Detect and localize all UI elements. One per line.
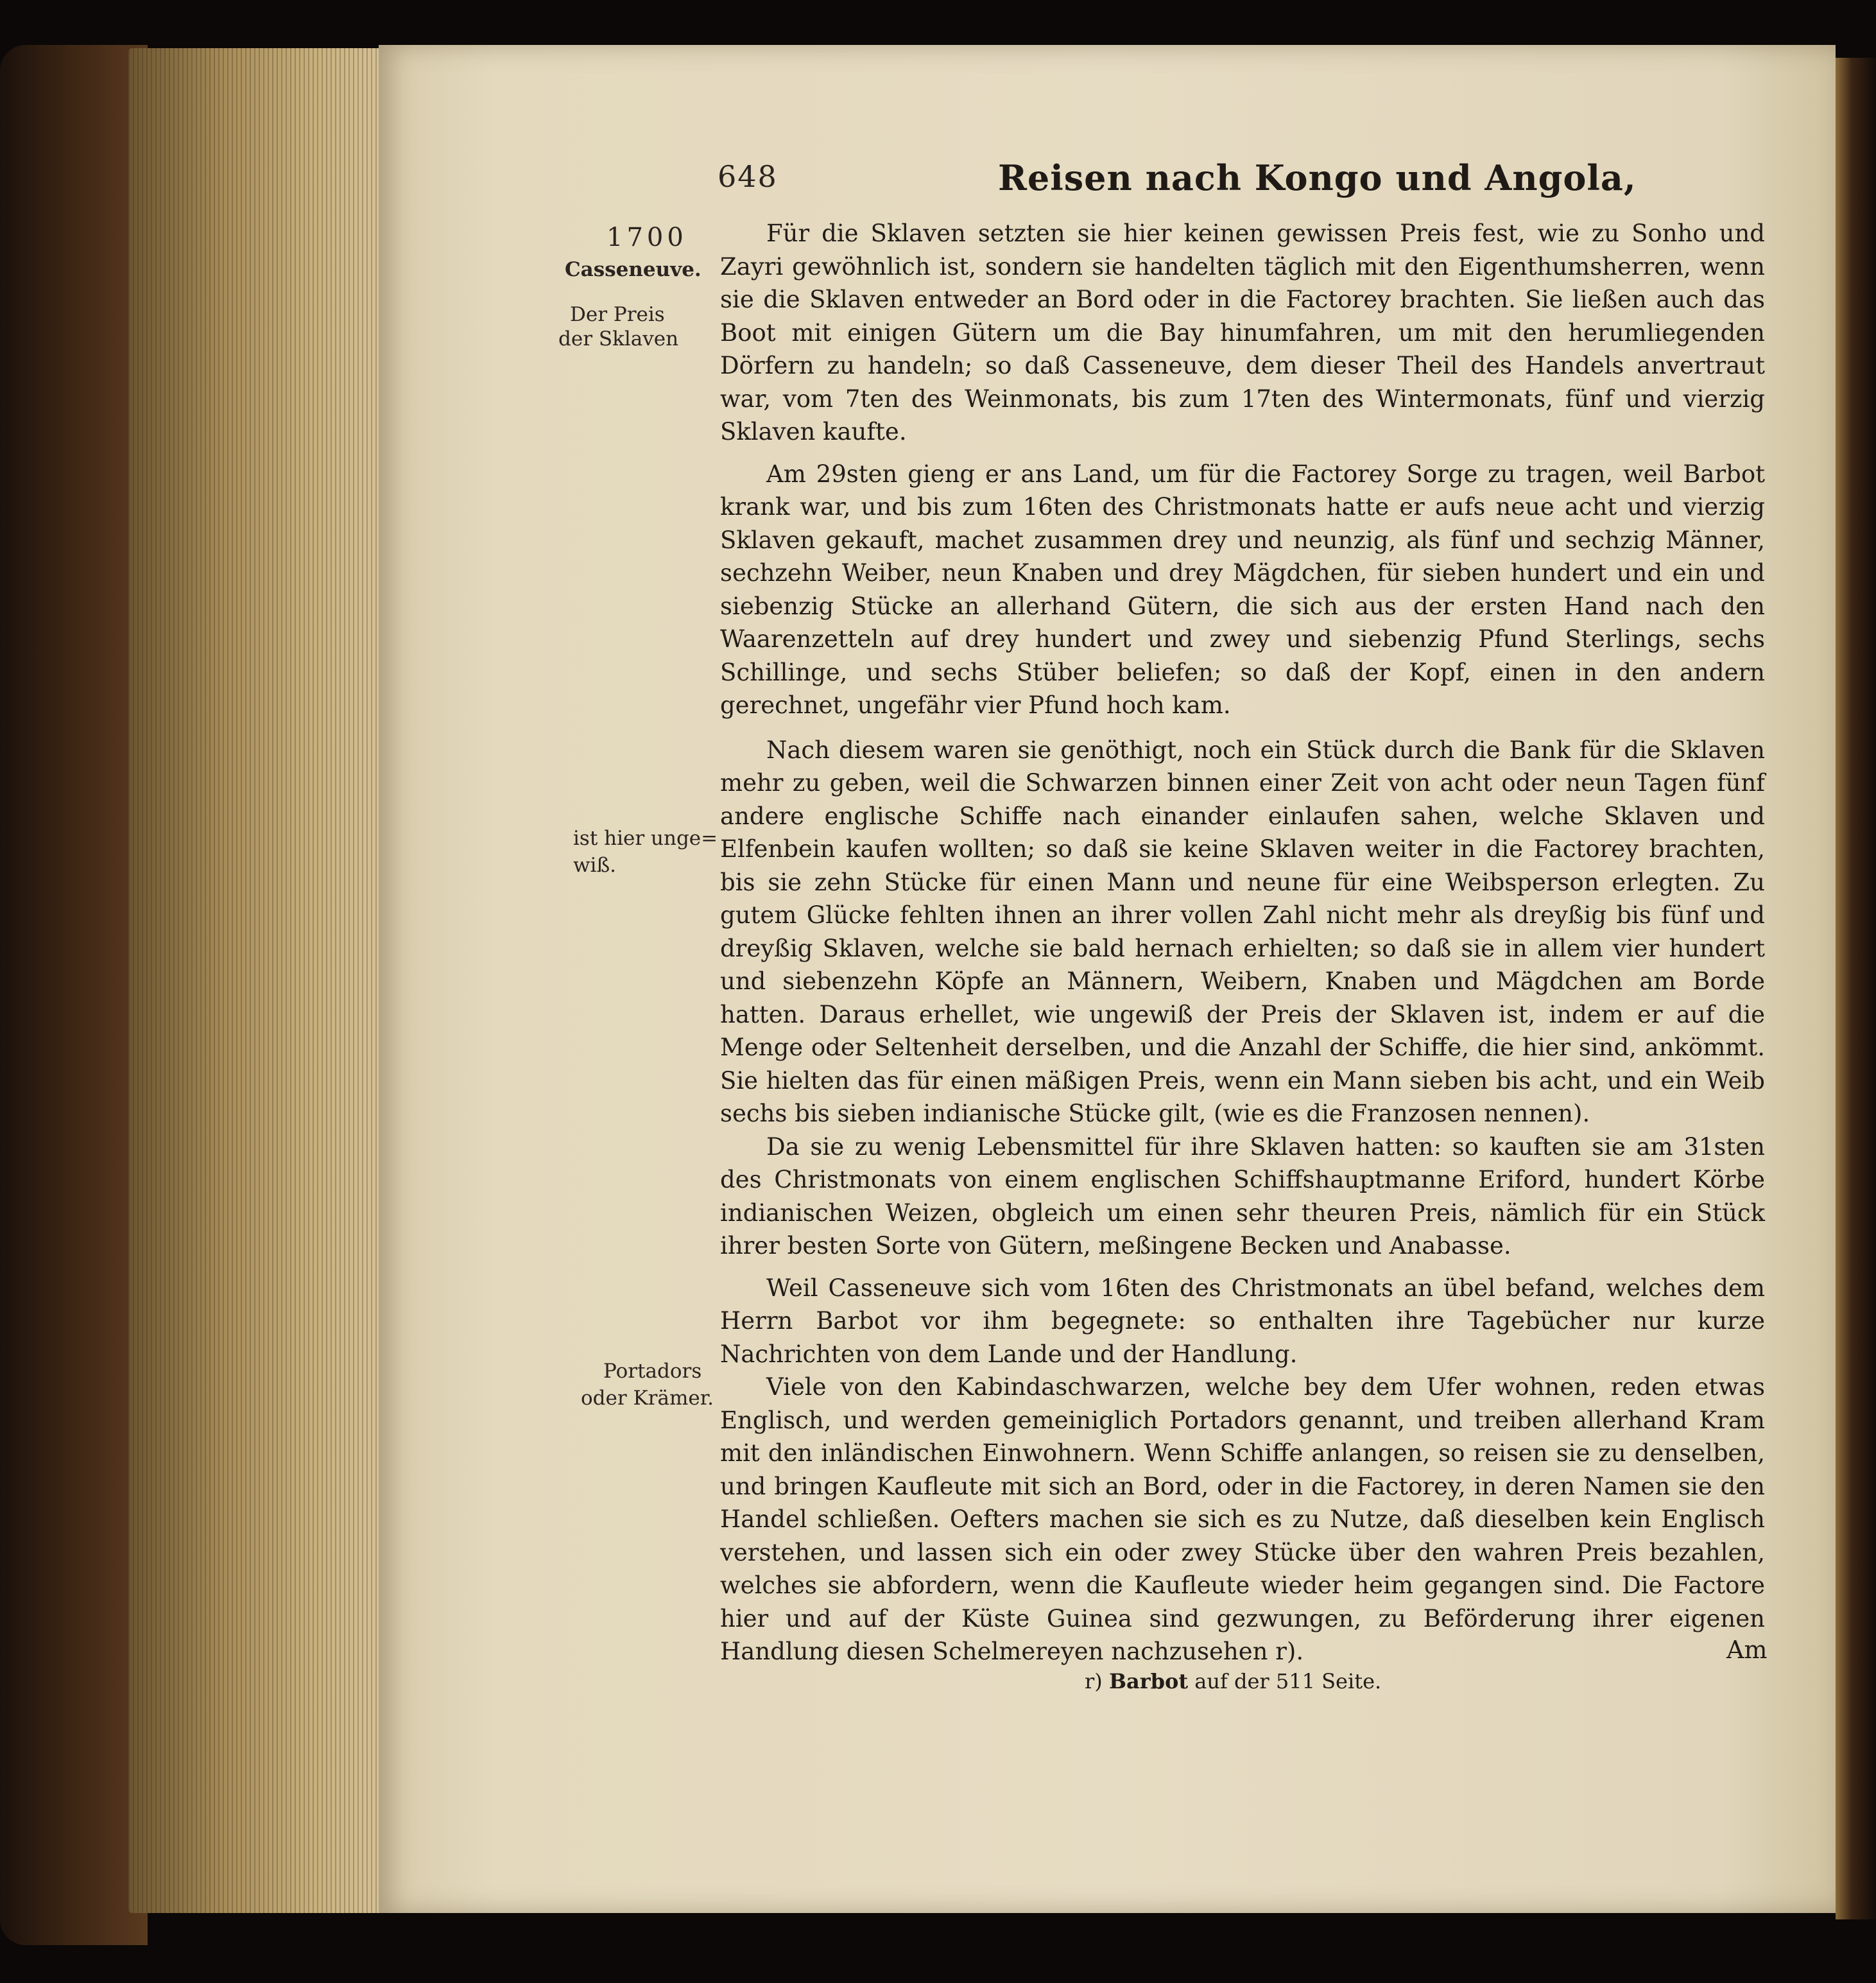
margin-portadors-line1: Portadors <box>603 1360 702 1383</box>
page-edges <box>128 48 392 1913</box>
paragraph-3: Nach diesem waren sie genöthigt, noch ein Stück durch die Bank für die Sklaven mehr zu geben, weil die Schwarzen binnen einer Zeit von acht oder neun Tagen fünf andere englische Schiffe nach einander einlaufen sahen, welche Sklaven und Elfenbein kaufen wollten; so daß sie keine Sklaven weiter in die Factorey brachten, bis sie zehn Stücke für einen Mann und neune für eine Weibsperson erlegten. Zu gutem Glücke fehlten ihnen an ihrer vollen Zahl nicht mehr als dreyßig bis fünf und dreyßig Sklaven, welche sie bald hernach erhielten; so daß sie in allem vier hundert und siebenzehn Köpfe an Männern, Weibern, Knaben und Mägdchen am Borde hatten. Daraus erhellet, wie ungewiß der Preis der Sklaven ist, indem er auf die Menge oder Seltenheit derselben, und die Anzahl der Schiffe, die hier sind, ankömmt. Sie hielten das für einen mäßigen Preis, wenn ein Mann sieben bis acht, und ein Weib sechs bis sieben indianische Stücke gilt, (wie es die Franzosen nennen). <box>720 736 1765 1127</box>
margin-portadors-line2: oder Krämer. <box>581 1387 714 1410</box>
paragraph-1: Für die Sklaven setzten sie hier keinen gewissen Preis fest, wie zu Sonho und Zayri gewöhnlich ist, sondern sie handelten täglich mit den Eigenthumsherren, wenn sie die Sklaven entweder an Bord oder in die Factorey brachten. Sie ließen auch das Boot mit einigen Gütern um die Bay hinumfahren, um mit den herumliegenden Dörfern zu handeln; so daß Casseneuve, dem dieser Theil des Handels anvertraut war, vom 7ten des Weinmonats, bis zum 17ten des Wintermonats, fünf und vierzig Sklaven kaufte. <box>720 220 1765 446</box>
margin-year: 1700 <box>607 223 687 252</box>
footnote-text: auf der 511 Seite. <box>1194 1669 1382 1693</box>
body-text <box>720 217 1768 1668</box>
running-title: Reisen nach Kongo und Angola, <box>998 157 1637 198</box>
margin-preis-line2: der Sklaven <box>558 327 679 351</box>
paragraph-6: Viele von den Kabindaschwarzen, welche bey dem Ufer wohnen, reden etwas Englisch, und werden gemeiniglich Portadors genannt, und treiben allerhand Kram mit den inländischen Einwohnern. Wenn Schiffe anlangen, so reisen sie zu denselben, und bringen Kaufleute mit sich an Bord, oder in die Factorey, in deren Namen sie den Handel schließen. Oefters machen sie sich es zu Nutze, daß dieselben kein Englisch verstehen, und lassen sich ein oder zwey Stücke über den wahren Preis bezahlen, welches sie abfordern, wenn die Kaufleute wieder heim gegangen sind. Die Factore hier und auf der Küste Guinea sind gezwungen, zu Beförderung ihrer eigenen Handlung diesen Schelmereyen nachzusehen r). <box>720 1373 1765 1665</box>
page-number: 648 <box>718 159 778 194</box>
margin-name: Casseneuve. <box>565 258 701 281</box>
footnote-author: Barbot <box>1108 1669 1189 1693</box>
paragraph-4: Da sie zu wenig Lebensmittel für ihre Sklaven hatten: so kauften sie am 31sten des Christmonats von einem englischen Schiffshauptmanne Eriford, hundert Körbe indianischen Weizen, obgleich um einen sehr theuren Preis, nämlich für ein Stück ihrer besten Sorte von Gütern, meßingene Becken und Anabasse. <box>720 1132 1765 1260</box>
margin-preis-line1: Der Preis <box>570 303 665 326</box>
paragraph-5: Weil Casseneuve sich vom 16ten des Christmonats an übel befand, welches dem Herrn Barbot vor ihm begegnete: so enthalten ihre Tagebücher nur kurze Nachrichten von dem Lande und der Handlung. <box>720 1274 1765 1368</box>
paragraph-2: Am 29sten gieng er ans Land, um für die Factorey Sorge zu tragen, weil Barbot krank war, und bis zum 16ten des Christmonats hatte er aufs neue acht und vierzig Sklaven gekauft, machet zusammen drey und neunzig, als fünf und sechzig Männer, sechzehn Weiber, neun Knaben und drey Mägdchen, für sieben hundert und ein und siebenzig Stücke an allerhand Gütern, die sich aus der ersten Hand nach den Waarenzetteln auf drey hundert und zwey und siebenzig Pfund Sterlings, sechs Schillinge, und sechs Stüber beliefen; so daß der Kopf, einen in den andern gerechnet, ungefähr vier Pfund hoch kam. <box>720 460 1765 719</box>
margin-ungewiss-line2: wiß. <box>573 854 617 877</box>
footnote <box>1085 1669 1381 1693</box>
catchword: Am <box>1726 1636 1768 1664</box>
margin-ungewiss-line1: ist hier unge= <box>573 827 718 850</box>
book-cover-right <box>1836 58 1876 1919</box>
footnote-marker: r) <box>1085 1669 1103 1693</box>
book-cover-left <box>0 45 148 1945</box>
